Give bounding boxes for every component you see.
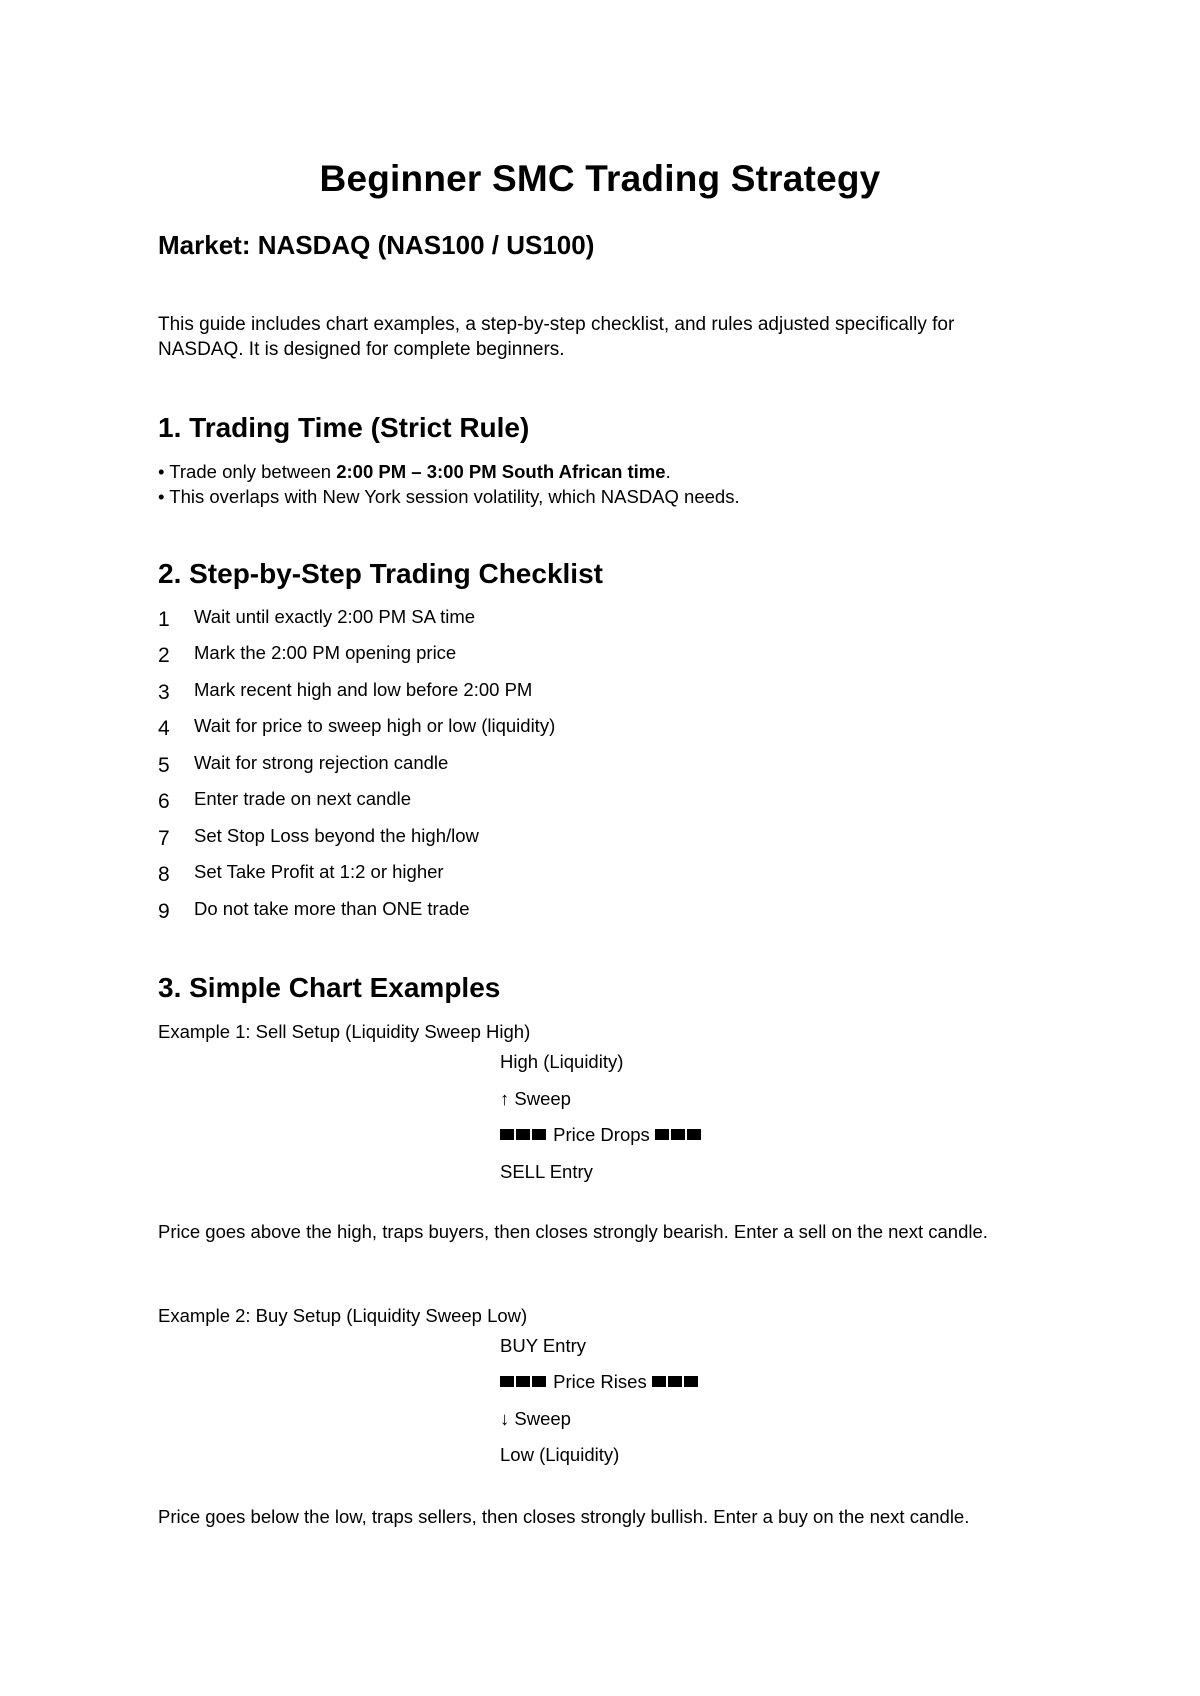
example-1-sweep-up: ↑ Sweep — [500, 1088, 571, 1109]
checklist-text: Set Stop Loss beyond the high/low — [194, 825, 479, 846]
bullet-suffix: . — [665, 461, 671, 482]
checklist-number: 3 — [158, 681, 170, 704]
section-heading-chart-examples: 3. Simple Chart Examples — [158, 972, 501, 1003]
example-2-label: Example 2: Buy Setup (Liquidity Sweep Low) — [158, 1305, 528, 1326]
trading-time-bullet — [158, 461, 671, 483]
market-subtitle: Market: NASDAQ (NAS100 / US100) — [158, 230, 595, 260]
checklist-text: Wait until exactly 2:00 PM SA time — [194, 606, 476, 627]
checklist-text: Mark recent high and low before 2:00 PM — [194, 679, 533, 700]
example-1-description: Price goes above the high, traps buyers, then closes strongly bearish. Enter a sell on the next candle. — [158, 1221, 988, 1242]
checklist-number: 6 — [158, 790, 170, 813]
checklist-text: Set Take Profit at 1:2 or higher — [194, 861, 444, 882]
example-2-description: Price goes below the low, traps sellers, then closes strongly bullish. Enter a buy on the next candle. — [158, 1506, 970, 1527]
bullet-bold-time: 2:00 PM – 3:00 PM South African time — [336, 461, 666, 482]
block-bar-icon — [500, 1371, 548, 1393]
example-2-price-rises — [500, 1371, 700, 1393]
example-1-label: Example 1: Sell Setup (Liquidity Sweep High) — [158, 1021, 531, 1042]
checklist-number: 7 — [158, 827, 170, 850]
section-heading-checklist: 2. Step-by-Step Trading Checklist — [158, 558, 603, 589]
checklist-number: 9 — [158, 900, 170, 923]
section-heading-trading-time: 1. Trading Time (Strict Rule) — [158, 412, 530, 443]
checklist-text: Enter trade on next candle — [194, 788, 412, 809]
checklist-text: Wait for strong rejection candle — [194, 752, 449, 773]
checklist-text: Mark the 2:00 PM opening price — [194, 642, 457, 663]
volatility-bullet: • This overlaps with New York session volatility, which NASDAQ needs. — [158, 486, 740, 507]
checklist-number: 2 — [158, 644, 170, 667]
block-bar-icon — [652, 1371, 700, 1393]
checklist-number: 1 — [158, 608, 170, 631]
example-1-sell-entry: SELL Entry — [500, 1161, 593, 1182]
bullet-prefix: • Trade only between — [158, 461, 337, 482]
example-2-low-liquidity: Low (Liquidity) — [500, 1444, 620, 1465]
example-2-sweep-down: ↓ Sweep — [500, 1408, 571, 1429]
example-1-high-liquidity: High (Liquidity) — [500, 1051, 624, 1072]
price-drops-text: Price Drops — [553, 1124, 650, 1145]
example-2-buy-entry: BUY Entry — [500, 1335, 587, 1356]
checklist-number: 8 — [158, 863, 170, 886]
checklist-text: Do not take more than ONE trade — [194, 898, 470, 919]
document-title: Beginner SMC Trading Strategy — [319, 158, 881, 199]
block-bar-icon — [500, 1124, 548, 1146]
checklist-number: 5 — [158, 754, 170, 777]
price-rises-text: Price Rises — [553, 1371, 647, 1392]
block-bar-icon — [655, 1124, 703, 1146]
example-1-price-drops — [500, 1124, 703, 1146]
intro-paragraph: This guide includes chart examples, a step-by-step checklist, and rules adjusted specifically for NASDAQ. It is designed for complete beginners. — [158, 314, 955, 360]
checklist-text: Wait for price to sweep high or low (liquidity) — [194, 715, 556, 736]
checklist-number: 4 — [158, 717, 170, 740]
